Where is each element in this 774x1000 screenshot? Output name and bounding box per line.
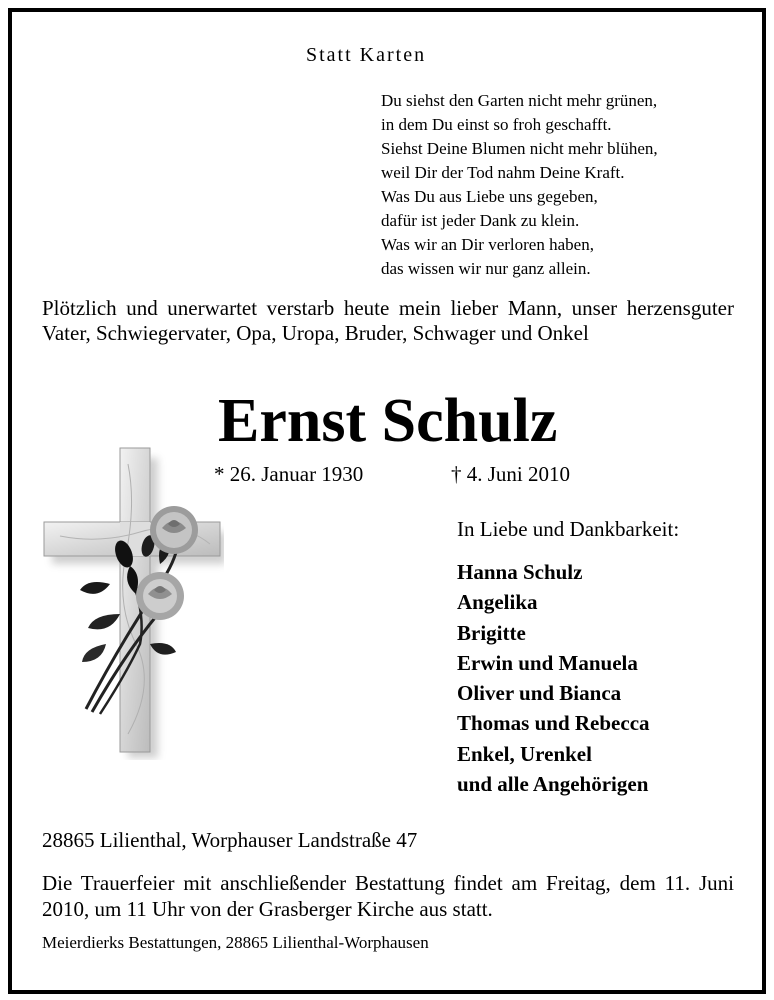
mourners-list bbox=[457, 557, 650, 799]
header-statt-karten: Statt Karten bbox=[306, 44, 427, 66]
poem-line: weil Dir der Tod nahm Deine Kraft. bbox=[381, 163, 625, 182]
list-item: Brigitte bbox=[457, 620, 526, 645]
list-item: Enkel, Urenkel bbox=[457, 741, 592, 766]
poem-line: das wissen wir nur ganz allein. bbox=[381, 259, 591, 278]
poem-line: Was wir an Dir verloren haben, bbox=[381, 235, 594, 254]
address: 28865 Lilienthal, Worphauser Landstraße 47 bbox=[42, 828, 418, 852]
service-info: Die Trauerfeier mit anschließender Bestattung findet am Freitag, dem 11. Juni 2010, um 11 Uhr von der Grasberger Kirche aus statt. bbox=[42, 871, 734, 921]
list-item: Thomas und Rebecca bbox=[457, 711, 650, 736]
deceased-name: Ernst Schulz bbox=[218, 387, 558, 455]
poem-line: Siehst Deine Blumen nicht mehr blühen, bbox=[381, 139, 658, 158]
list-item: Angelika bbox=[457, 590, 538, 615]
birth-date: * 26. Januar 1930 bbox=[214, 462, 364, 486]
undertaker: Meierdierks Bestattungen, 28865 Lilienthal-Worphausen bbox=[42, 933, 429, 952]
poem bbox=[381, 89, 658, 281]
poem-line: in dem Du einst so froh geschafft. bbox=[381, 115, 612, 134]
list-item: und alle Angehörigen bbox=[457, 772, 649, 797]
poem-line: dafür ist jeder Dank zu klein. bbox=[381, 211, 580, 230]
death-date: † 4. Juni 2010 bbox=[451, 462, 571, 486]
cross-with-roses-icon bbox=[40, 444, 224, 760]
thanks-line: In Liebe und Dankbarkeit: bbox=[457, 517, 680, 541]
list-item: Oliver und Bianca bbox=[457, 681, 622, 706]
list-item: Hanna Schulz bbox=[457, 560, 583, 584]
poem-line: Du siehst den Garten nicht mehr grünen, bbox=[381, 91, 658, 110]
intro-text: Plötzlich und unerwartet verstarb heute mein lieber Mann, unser herzensguter Vater, Schwiegervater, Opa, Uropa, Bruder, Schwager und Onkel bbox=[42, 296, 734, 345]
list-item: Erwin und Manuela bbox=[457, 650, 638, 675]
poem-line: Was Du aus Liebe uns gegeben, bbox=[381, 187, 598, 206]
